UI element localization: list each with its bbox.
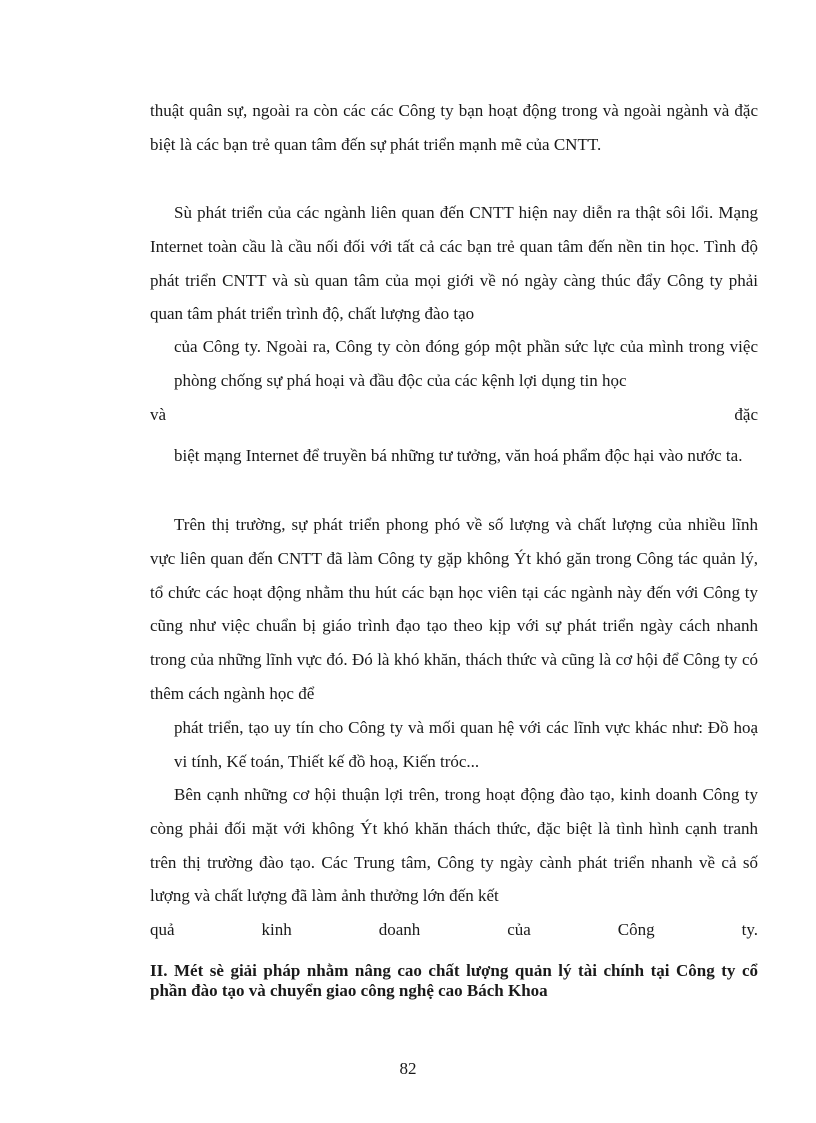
paragraph-justified-line (150, 913, 758, 947)
paragraph-market-development: Trên thị trường, sự phát triển phong phó về số lượng và chất lượng của nhiều lĩnh vực liên quan đến CNTT đã làm Công ty gặp không Ýt khó găn trong Công tác quản lý, tổ chức các hoạt động nhằm thu hút các bạn học viên tại các ngành này đến với Công ty cũng như việc chuẩn bị giáo trình đạo tạo theo kịp với sự phát triển ngày cách nhanh trong của những lĩnh vực đó. Đó là khó khăn, thách thức và cũng là cơ hội để Công ty có thêm cách ngành học để (150, 515, 758, 703)
paragraph-company-contribution: của Công ty. Ngoài ra, Công ty còn đóng góp một phần sức lực của mình trong việc phòng chống sự phá hoại và đầu độc của các kệnh lợi dụng tin học (174, 337, 758, 390)
paragraph-internet-influence: biệt mạng Internet để truyền bá những tư tưởng, văn hoá phẩm độc hại vào nước ta. (174, 446, 743, 465)
word: đặc (734, 405, 758, 424)
paragraph-continuation: thuật quân sự, ngoài ra còn các các Công ty bạn hoạt động trong và ngoài ngành và đặc biệt là các bạn trẻ quan tâm đến sự phát triển mạnh mẽ của CNTT. (150, 101, 758, 154)
word: ty. (741, 920, 758, 939)
word: của (507, 920, 531, 939)
word: doanh (378, 920, 421, 939)
paragraph-opportunity: phát triển, tạo uy tín cho Công ty và mối quan hệ với các lĩnh vực khác như: Đồ hoạ vi tính, Kế toán, Thiết kế đồ hoạ, Kiến tróc... (174, 718, 758, 771)
word: và (150, 405, 167, 424)
word: quả (150, 920, 175, 939)
word: Công (617, 920, 655, 939)
paragraph-challenges: Bên cạnh những cơ hội thuận lợi trên, trong hoạt động đào tạo, kinh doanh Công ty còng phải đối mặt với không Ýt khó khăn thách thức, đặc biệt là tình hình cạnh tranh trên thị trường đào tạo. Các Trung tâm, Công ty ngày cành phát triển nhanh về cả số lượng và chất lượng đã làm ảnh thưởng lớn đến kết (150, 785, 758, 906)
section-heading: II. Mét sè giải pháp nhằm nâng cao chất lượng quản lý tài chính tại Công ty cổ phần đào tạo và chuyển giao công nghệ cao Bách Khoa (150, 961, 758, 1000)
paragraph-justified-line (150, 398, 758, 432)
paragraph-it-development: Sù phát triển của các ngành liên quan đến CNTT hiện nay diễn ra thật sôi lổi. Mạng Internet toàn cầu là cầu nối đối với tất cả các bạn trẻ quan tâm đến nền tin học. Tình độ phát triển CNTT và sù quan tâm của mọi giới về nó ngày càng thúc đẩy Công ty phải quan tâm phát triển trình độ, chất lượng đào tạo (150, 203, 758, 324)
page-number: 82 (399, 1059, 417, 1078)
word: kinh (261, 920, 292, 939)
